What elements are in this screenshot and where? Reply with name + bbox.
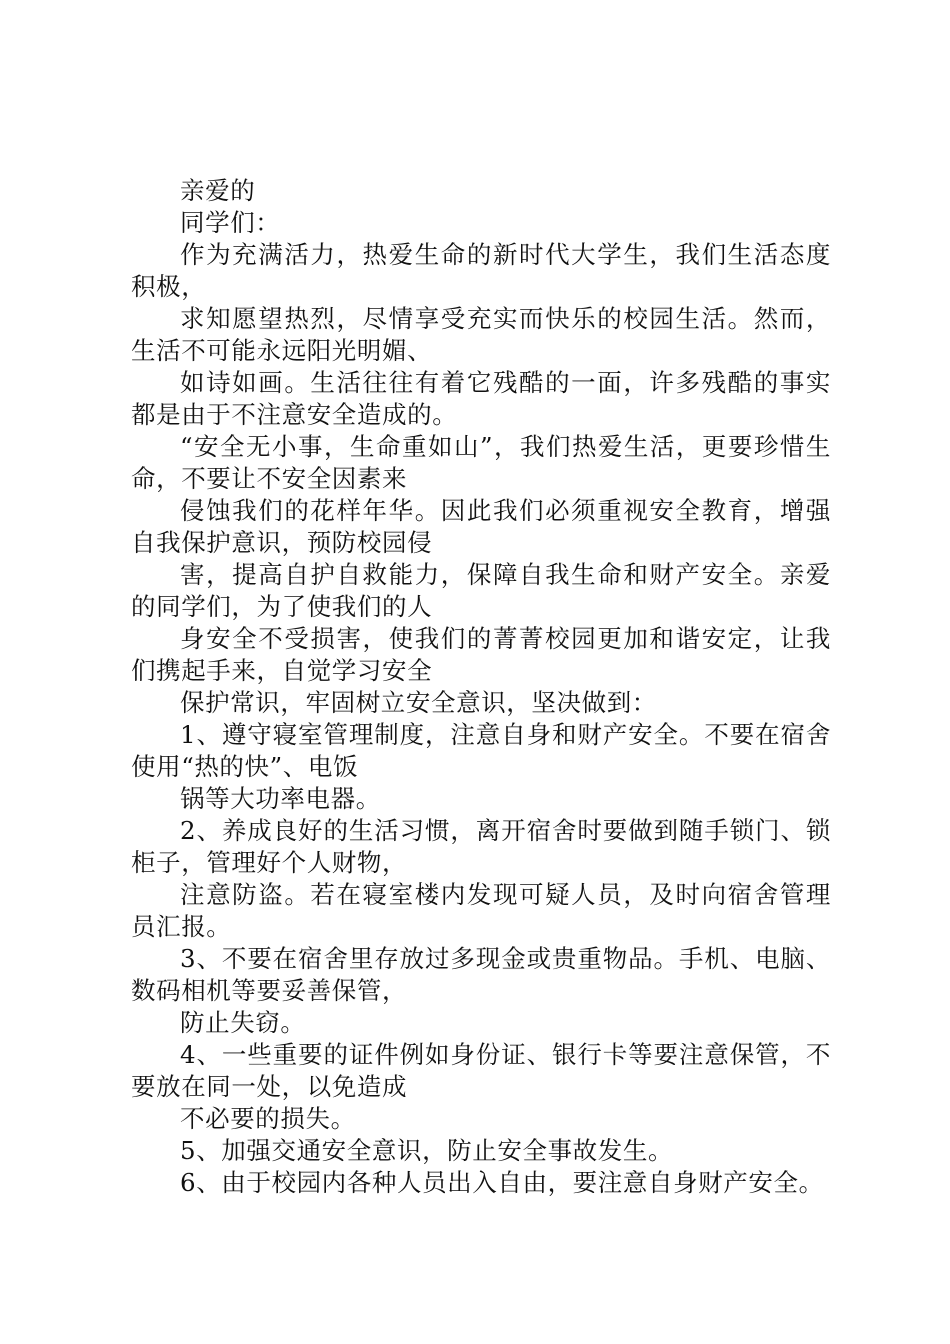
list-item-5: 5、加强交通安全意识，防止安全事故发生。	[180, 1136, 674, 1165]
list-item-1: 1、遵守寝室管理制度，注意自身和财产安全。不要在宿舍使用“热的快”、电饭	[131, 720, 831, 781]
body-paragraph: 如诗如画。生活往往有着它残酷的一面，许多残酷的事实都是由于不注意安全造成的。	[131, 368, 831, 429]
list-item-2-continued: 注意防盗。若在寝室楼内发现可疑人员，及时向宿舍管理员汇报。	[131, 880, 831, 941]
body-paragraph: 作为充满活力，热爱生命的新时代大学生，我们生活态度积极，	[131, 240, 831, 301]
body-paragraph: 害，提高自护自救能力，保障自我生命和财产安全。亲爱的同学们，为了使我们的人	[131, 560, 831, 621]
body-paragraph: 保护常识，牢固树立安全意识，坚决做到：	[180, 688, 657, 717]
body-paragraph: 求知愿望热烈，尽情享受充实而快乐的校园生活。然而，生活不可能永远阳光明媚、	[131, 304, 831, 365]
body-paragraph: 身安全不受损害，使我们的菁菁校园更加和谐安定，让我们携起手来，自觉学习安全	[131, 624, 831, 685]
body-paragraph: “安全无小事，生命重如山”，我们热爱生活，更要珍惜生命，不要让不安全因素来	[131, 432, 831, 493]
list-item-4-continued: 不必要的损失。	[180, 1104, 356, 1133]
list-item-2: 2、养成良好的生活习惯，离开宿舍时要做到随手锁门、锁柜子，管理好个人财物，	[131, 816, 831, 877]
list-item-3-continued: 防止失窃。	[180, 1008, 306, 1037]
body-paragraph: 侵蚀我们的花样年华。因此我们必须重视安全教育，增强自我保护意识，预防校园侵	[131, 496, 831, 557]
salutation-line-1: 亲爱的	[180, 176, 256, 205]
salutation-line-2: 同学们：	[180, 208, 281, 237]
list-item-6: 6、由于校园内各种人员出入自由，要注意自身财产安全。	[180, 1168, 824, 1197]
list-item-3: 3、不要在宿舍里存放过多现金或贵重物品。手机、电脑、数码相机等要妥善保管，	[131, 944, 831, 1005]
document-body	[131, 175, 831, 1199]
list-item-4: 4、一些重要的证件例如身份证、银行卡等要注意保管，不要放在同一处，以免造成	[131, 1040, 831, 1101]
list-item-1-continued: 锅等大功率电器。	[180, 784, 381, 813]
